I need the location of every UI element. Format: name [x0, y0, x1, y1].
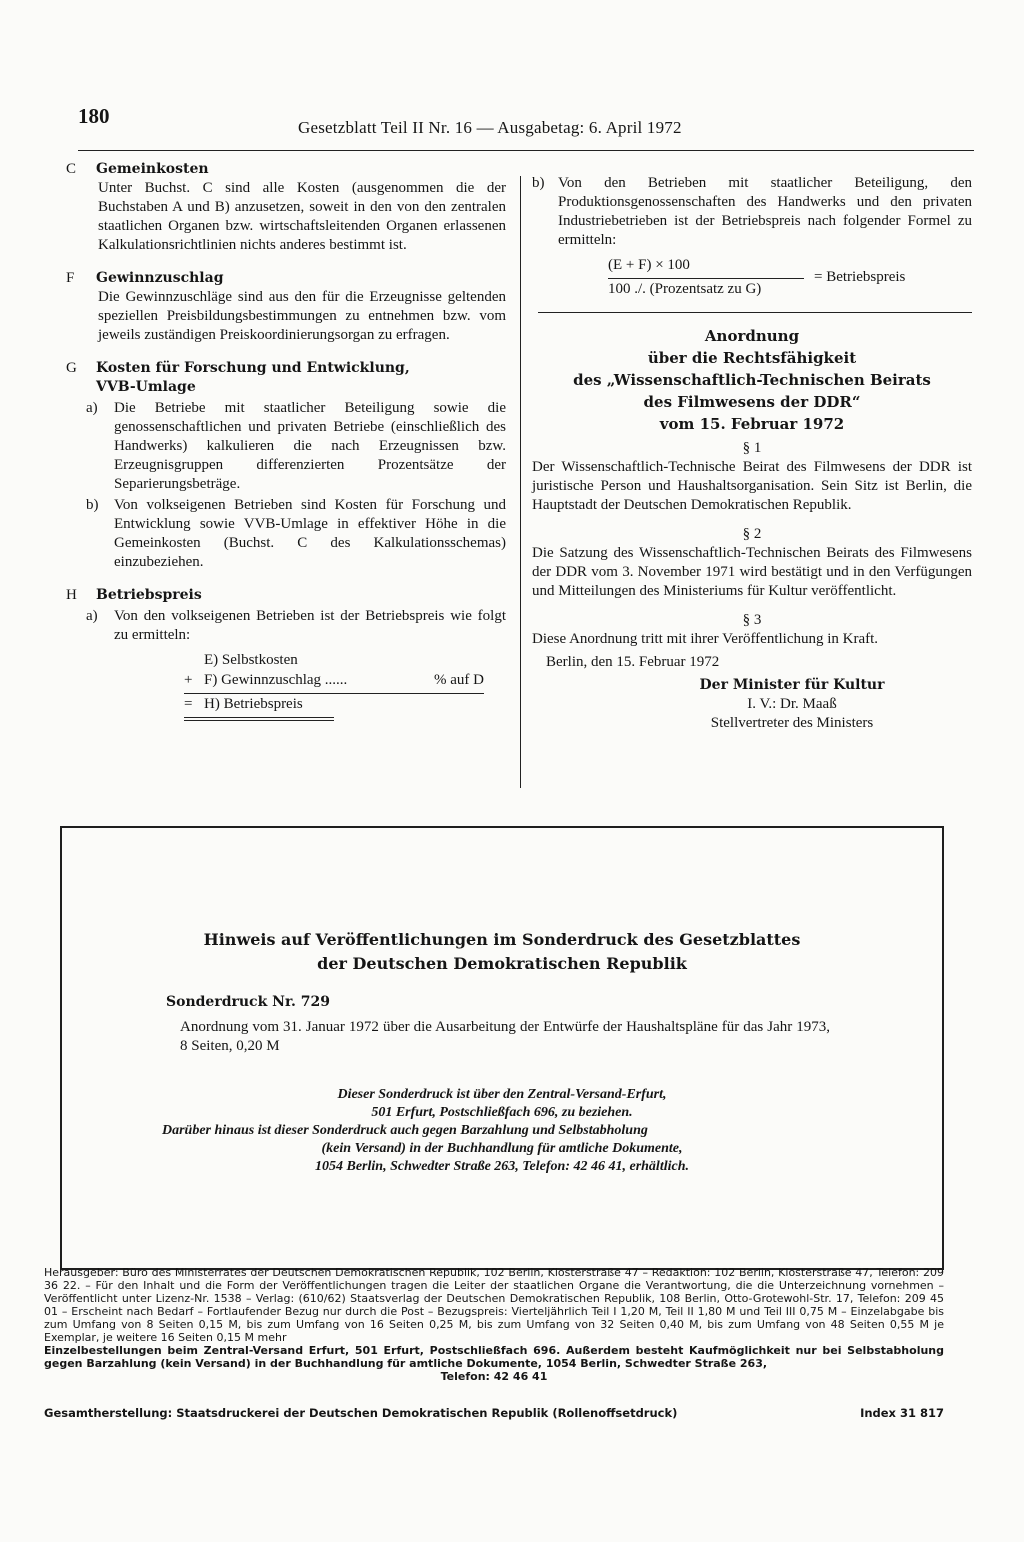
ordering-line: Dieser Sonderdruck ist über den Zentral-Versand-Erfurt, — [337, 1087, 667, 1102]
sonderdruck-body: Anordnung vom 31. Januar 1972 über die Ausarbeitung der Entwürfe der Haushaltspläne für das Jahr 1973, 8 Seiten, 0,20 M — [180, 1019, 830, 1054]
section-g — [66, 359, 506, 572]
list-item — [86, 607, 506, 645]
page-footer — [44, 1406, 944, 1420]
item-label: b) — [86, 497, 99, 513]
ordinance-title-line: des „Wissenschaftlich-Technischen Beirats — [573, 371, 931, 389]
imprint — [44, 1266, 944, 1383]
ordinance-title-line: Anordnung — [704, 327, 800, 345]
section-f — [66, 269, 506, 345]
calc-row-cost — [184, 651, 484, 671]
signer-role: Stellvertreter des Ministers — [710, 715, 874, 731]
ordering-info — [162, 1086, 842, 1176]
ordering-line: (kein Versand) in der Buchhandlung für amtliche Dokumente, — [321, 1141, 683, 1156]
calc-double-rule — [184, 720, 334, 721]
ordering-line: Darüber hinaus ist dieser Sonderdruck auch gegen Barzahlung und Selbstabholung — [162, 1123, 648, 1138]
left-column — [66, 160, 506, 735]
section-body: Unter Buchst. C sind alle Kosten (ausgenommen die der Buchstaben A und B) anzusetzen, soweit in den von den zentralen staatlichen Organen bzw. wirtschaftsleitenden Organen erlassenen Kalkulationsrichtlinien nichts anderes bestimmt ist. — [98, 180, 506, 253]
sonderdruck-heading: Sonderdruck Nr. 729 — [166, 994, 331, 1010]
formula-denominator: 100 ./. (Prozentsatz zu G) — [608, 281, 762, 297]
notice-title-line: der Deutschen Demokratischen Republik — [317, 954, 687, 973]
ordinance-title — [532, 325, 972, 435]
item-label: a) — [86, 400, 98, 416]
paragraph-text: Der Wissenschaftlich-Technische Beirat des Filmwesens der DDR ist juristische Person und Haushaltsorganisation. Sein Sitz ist Berlin, die Hauptstadt der Deutschen Demokratischen Republik. — [532, 459, 972, 513]
page-number: 180 — [78, 104, 110, 128]
notice-title — [62, 928, 942, 976]
signer-name: I. V.: Dr. Maaß — [747, 696, 837, 712]
item-text: Von den volkseigenen Betrieben ist der Betriebspreis wie folgt zu ermitteln: — [114, 608, 506, 643]
printer-note: Gesamtherstellung: Staatsdruckerei der Deutschen Demokratischen Republik (Rollenoffsetdruck) — [44, 1406, 678, 1420]
item-text: Von den Betrieben mit staatlicher Beteiligung, den Produktionsgenossenschaften des Handwerks und den privaten Industriebetrieben ist der Betriebspreis nach folgender Formel zu ermitteln: — [558, 175, 972, 248]
page-header — [78, 104, 974, 152]
paragraph-sign: § 3 — [742, 612, 762, 628]
section-letter: C — [66, 161, 77, 177]
index-number: Index 31 817 — [860, 1406, 944, 1420]
section-letter: G — [66, 360, 77, 376]
paragraph-sign: § 1 — [742, 440, 762, 456]
ordering-line: 501 Erfurt, Postschließfach 696, zu beziehen. — [371, 1105, 633, 1120]
header-rule — [78, 150, 974, 151]
calc-row-profit — [184, 671, 484, 691]
paragraph-text: Diese Anordnung tritt mit ihrer Veröffentlichung in Kraft. — [532, 631, 879, 647]
calc-double-rule — [184, 717, 334, 718]
section-letter: H — [66, 587, 77, 603]
ordering-line: 1054 Berlin, Schwedter Straße 263, Telefon: 42 46 41, erhältlich. — [315, 1159, 689, 1174]
price-formula — [608, 256, 972, 302]
ordinance-date: vom 15. Februar 1972 — [659, 415, 845, 433]
section-rule — [538, 312, 972, 313]
calc-label: E) Selbstkosten — [204, 652, 298, 668]
calc-label: F) Gewinnzuschlag ...... — [204, 672, 348, 688]
ordinance-title-line: über die Rechtsfähigkeit — [647, 349, 857, 367]
notice-box — [60, 826, 944, 1270]
signer-title: Der Minister für Kultur — [699, 677, 885, 693]
list-item — [532, 174, 972, 250]
calc-row-price — [184, 695, 484, 715]
item-label: b) — [532, 175, 545, 191]
item-label: a) — [86, 608, 98, 624]
calc-label: H) Betriebspreis — [204, 696, 303, 712]
fraction-line — [608, 278, 804, 279]
notice-title-line: Hinweis auf Veröffentlichungen im Sonderdruck des Gesetzblattes — [203, 930, 801, 949]
paragraph-text: Die Satzung des Wissenschaftlich-Technischen Beirats des Filmwesens der DDR vom 3. November 1971 wird bestätigt und in den Verfügungen und Mitteilungen des Ministeriums für Kultur veröffentlicht. — [532, 545, 972, 599]
section-heading: Betriebspreis — [96, 587, 202, 603]
section-letter: F — [66, 270, 75, 286]
imprint-ordering: Einzelbestellungen beim Zentral-Versand Erfurt, 501 Erfurt, Postschließfach 696. Außerdem besteht Kaufmöglichkeit nur bei Selbstabholung gegen Barzahlung (kein Versand) in der Buchhandlung für amtliche Dokumente, 1054 Berlin, Schwedter Straße 263, — [44, 1344, 944, 1370]
price-calculation — [184, 651, 484, 721]
formula-result: = Betriebspreis — [814, 269, 906, 285]
plus-operator: + — [184, 672, 193, 688]
imprint-phone: Telefon: 42 46 41 — [440, 1370, 548, 1383]
list-item — [86, 399, 506, 494]
column-divider — [520, 176, 521, 788]
place-date: Berlin, den 15. Februar 1972 — [546, 654, 720, 670]
equals-operator: = — [184, 696, 193, 712]
calc-unit: % auf D — [434, 672, 484, 688]
section-c — [66, 160, 506, 255]
calc-rule — [184, 693, 484, 694]
item-text: Die Betriebe mit staatlicher Beteiligung sowie die genossenschaftlichen und privaten Betriebe (einschließlich des Handwerks) kalkulieren die nach Erzeugnissen bzw. Erzeugnisgruppen differenzierten Prozentsätze der Separierungsbeträge. — [114, 400, 506, 492]
section-heading: Gemeinkosten — [96, 161, 209, 177]
section-heading: Gewinnzuschlag — [96, 270, 224, 286]
right-column — [532, 172, 972, 733]
formula-numerator: (E + F) × 100 — [608, 257, 690, 273]
paragraph-sign: § 2 — [742, 526, 762, 542]
list-item — [86, 496, 506, 572]
gazette-title: Gesetzblatt Teil II Nr. 16 — Ausgabetag: 6. April 1972 — [298, 118, 682, 137]
imprint-text: Herausgeber: Büro des Ministerrates der Deutschen Demokratischen Republik, 102 Berlin, Klosterstraße 47 – Redaktion: 102 Berlin, Klosterstraße 47, Telefon: 209 36 22. – Für den Inhalt und die Form der Veröffentlichungen tragen die Leiter der staatlichen Organe die Verantwortung, die die Unterzeichnung vornehmen – Veröffentlicht unter Lizenz-Nr. 1538 – Verlag: (610/62) Staatsverlag der Deutschen Demokratischen Republik, 108 Berlin, Otto-Grotewohl-Str. 17, Telefon: 209 45 01 – Erscheint nach Bedarf – Fortlaufender Bezug nur durch die Post – Bezugspreis: Vierteljährlich Teil I 1,20 M, Teil II 1,80 M und Teil III 0,75 M – Einzelabgabe bis zum Umfang von 8 Seiten 0,15 M, bis zum Umfang von 16 Seiten 0,25 M, bis zum Umfang von 32 Seiten 0,40 M, bis zum Umfang von 48 Seiten 0,55 M je Exemplar, je weitere 16 Seiten 0,15 M mehr — [44, 1266, 944, 1344]
section-body: Die Gewinnzuschläge sind aus den für die Erzeugnisse geltenden speziellen Preisbildungsbestimmungen zu entnehmen bzw. vom jeweils zuständigen Preiskoordinierungsorgan zu erfragen. — [98, 289, 506, 343]
section-h — [66, 586, 506, 721]
ordinance-title-line: des Filmwesens der DDR“ — [643, 393, 861, 411]
item-text: Von volkseigenen Betrieben sind Kosten für Forschung und Entwicklung sowie VVB-Umlage in effektiver Höhe in die Gemeinkosten (Buchst. C des Kalkulationsschemas) einzubeziehen. — [114, 497, 506, 570]
section-heading: Kosten für Forschung und Entwicklung, VVB-Umlage — [96, 360, 410, 395]
